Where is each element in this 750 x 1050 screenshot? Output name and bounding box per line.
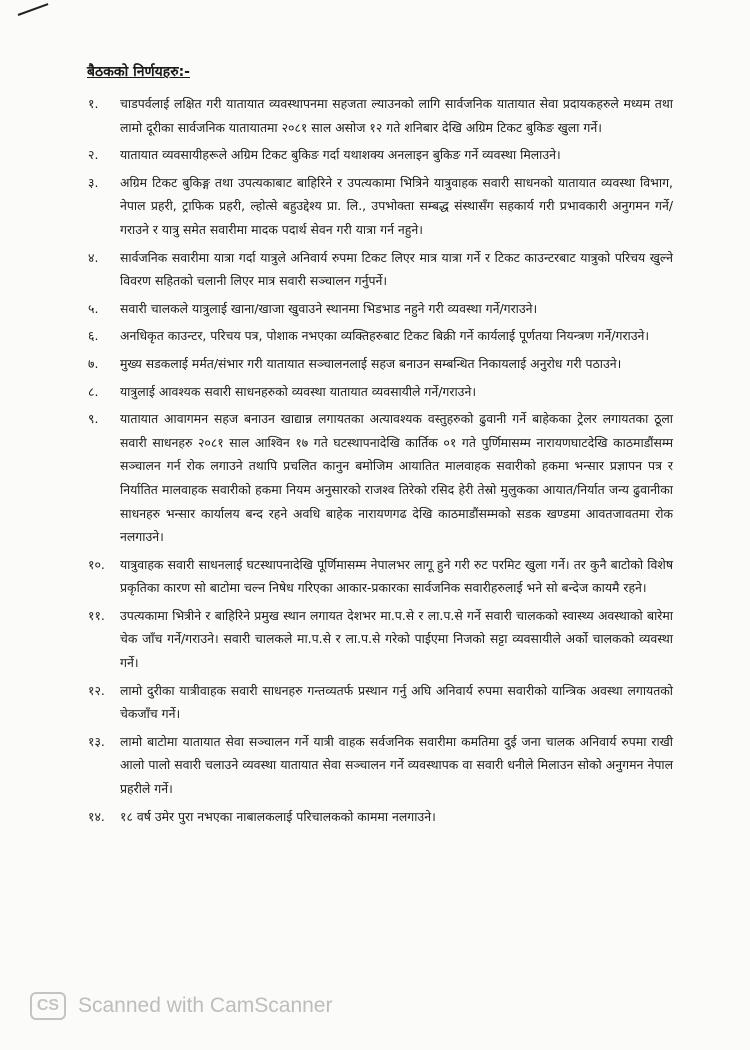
list-item — [88, 407, 673, 549]
item-number: १२. — [88, 682, 105, 698]
item-number: १४. — [88, 808, 105, 824]
pen-mark — [18, 3, 49, 16]
camscanner-logo-icon: CS — [30, 992, 66, 1020]
list-item — [88, 730, 673, 801]
item-number: १३. — [88, 733, 105, 749]
list-item — [88, 380, 673, 404]
document-heading: बैठकको निर्णयहरु:- — [87, 64, 190, 80]
item-number: ५. — [88, 300, 99, 316]
item-number: ११. — [88, 607, 105, 623]
item-text: अनधिकृत काउन्टर, परिचय पत्र, पोशाक नभएका व्यक्तिहरुबाट टिकट बिक्री गर्ने कार्यलाई पूर्णतया नियन्त्रण गर्ने/गराउने। — [120, 328, 650, 344]
item-text: यातायात आवागमन सहज बनाउन खाद्यान्न लगायतका अत्यावश्यक वस्तुहरुको ढुवानी गर्ने बाहेकका ट्रेलर लगायतका ठूला सवारी साधनहरु २०८१ साल आश्विन १७ गते घटस्थापनादेखि कार्तिक ०१ गते पुर्णिमासम्म नारायणघाटदेखि काठमाडौंसम्म सञ्चालन गर्न रोक लगाउने तथापि प्रचलित कानुन बमोजिम आयातित मालवाहक सवारीको हकमा भन्सार प्रज्ञापन पत्र र निर्यातित मालवाहक सवारीको हकमा नियम अनुसारको राजश्व तिरेको रसिद हेरी तेस्रो मुलुकका आयात/निर्यात जन्य ढुवानीका साधनहरु भन्सार कार्यालय बन्द रहने अवधि बाहेक नारायणगढ देखि काठमाडौंसम्मको सडक खण्डमा आवतजावतमा रोक नलगाउने। — [120, 411, 673, 545]
item-text: १८ वर्ष उमेर पुरा नभएका नाबालकलाई परिचालकको काममा नलगाउने। — [120, 808, 436, 824]
camscanner-watermark — [30, 992, 332, 1020]
item-number: ४. — [88, 249, 99, 265]
item-text: यातायात व्यवसायीहरूले अग्रिम टिकट बुकिङ गर्दा यथाशक्य अनलाइन बुकिङ गर्ने व्यवस्था मिलाउने। — [120, 147, 561, 163]
list-item — [88, 171, 673, 242]
item-text: लामो बाटोमा यातायात सेवा सञ्चालन गर्ने यात्री वाहक सर्वजनिक सवारीमा कमतिमा दुई जना चालक अनिवार्य रुपमा राखी आलो पालो सवारी चलाउने व्यवस्था यातायात सेवा सञ्चालन गर्ने व्यवस्थापक वा सवारी धनीले मिलाउन सोको अनुगमन नेपाल प्रहरीले गर्ने। — [120, 733, 673, 797]
item-number: ३. — [88, 174, 99, 190]
item-text: मुख्य सडकलाई मर्मत/संभार गरी यातायात सञ्चालनलाई सहज बनाउन सम्बन्धित निकायलाई अनुरोध गरी पठाउने। — [120, 355, 622, 371]
list-item — [88, 246, 673, 293]
list-item — [88, 604, 673, 675]
item-number: १. — [88, 96, 99, 111]
list-item — [88, 297, 673, 321]
watermark-text: Scanned with CamScanner — [78, 994, 333, 1017]
item-text: यात्रुवाहक सवारी साधनलाई घटस्थापनादेखि पूर्णिमासम्म नेपालभर लागू हुने गरी रुट परमिट खुला गर्ने। तर कुनै बाटोको विशेष प्रकृतिका कारण सो बाटोमा चल्न निषेध गरिएका आकार-प्रकारका सार्वजनिक सवारीहरुलाई भने सो बन्देज कायमै रहने। — [120, 556, 673, 596]
item-text: चाडपर्वलाई लक्षित गरी यातायात व्यवस्थापनमा सहजता ल्याउनको लागि सार्वजनिक यातायात सेवा प्रदायकहरुले मध्यम तथा लामो दूरीका सार्वजनिक यातायातमा २०८१ साल असोज १२ गते शनिबार देखि अग्रिम टिकट बुकिङ खुला गर्ने। — [120, 96, 673, 135]
item-text: लामो दुरीका यात्रीवाहक सवारी साधनहरु गन्तव्यतर्फ प्रस्थान गर्नु अघि अनिवार्य रुपमा सवारीको यान्त्रिक अवस्था लगायतको चेकजाँच गर्ने। — [120, 682, 673, 722]
list-item — [88, 805, 673, 829]
item-number: १०. — [88, 556, 105, 572]
item-text: उपत्यकामा भित्रीने र बाहिरिने प्रमुख स्थान लगायत देशभर मा.प.से र ला.प.से गर्ने सवारी चालकको स्वास्थ्य अवस्थाको बारेमा चेक जाँच गर्ने/गराउने। सवारी चालकले मा.प.से र ला.प.से गरेको पाईएमा निजको सट्टा व्यवसायीले अर्को चालकको व्यवस्था गर्ने। — [120, 607, 673, 671]
item-text: अग्रिम टिकट बुकिङ्ग तथा उपत्यकाबाट बाहिरिने र उपत्यकामा भित्रिने यात्रुवाहक सवारी साधनको यातायात व्यवस्था विभाग, नेपाल प्रहरी, ट्राफिक प्रहरी, ल्होत्से बहुउद्देश्य प्रा. लि., उपभोक्ता सम्बद्ध संस्थासँग सहकार्य गरी प्रभावकारी अनुगमन गर्ने/गराउने र यात्रु समेत सवारीमा मादक पदार्थ सेवन गरी यात्रा गर्न नहुने। — [120, 174, 673, 237]
item-text: सवारी चालकले यात्रुलाई खाना/खाजा खुवाउने स्थानमा भिडभाड नहुने गरी व्यवस्था गर्ने/गराउने। — [120, 300, 538, 316]
item-number: ६. — [88, 328, 99, 344]
item-number: ७. — [88, 355, 99, 371]
decision-list — [88, 92, 673, 832]
item-text: सार्वजनिक सवारीमा यात्रा गर्दा यात्रुले अनिवार्य रुपमा टिकट लिएर मात्र यात्रा गर्ने र टिकट काउन्टरबाट यात्रुको परिचय खुल्ने विवरण सहितको चलानी लिएर मात्र सवारी सञ्चालन गर्नुपर्ने। — [120, 249, 673, 289]
list-item — [88, 352, 673, 376]
item-number: ८. — [88, 383, 99, 399]
item-number: २. — [88, 147, 99, 163]
list-item — [88, 679, 673, 726]
item-text: यात्रुलाई आवश्यक सवारी साधनहरुको व्यवस्था यातायात व्यवसायीले गर्ने/गराउने। — [120, 383, 477, 399]
item-number: ९. — [88, 411, 99, 427]
list-item — [88, 553, 673, 600]
list-item — [88, 143, 673, 167]
list-item — [88, 92, 673, 139]
list-item — [88, 324, 673, 348]
